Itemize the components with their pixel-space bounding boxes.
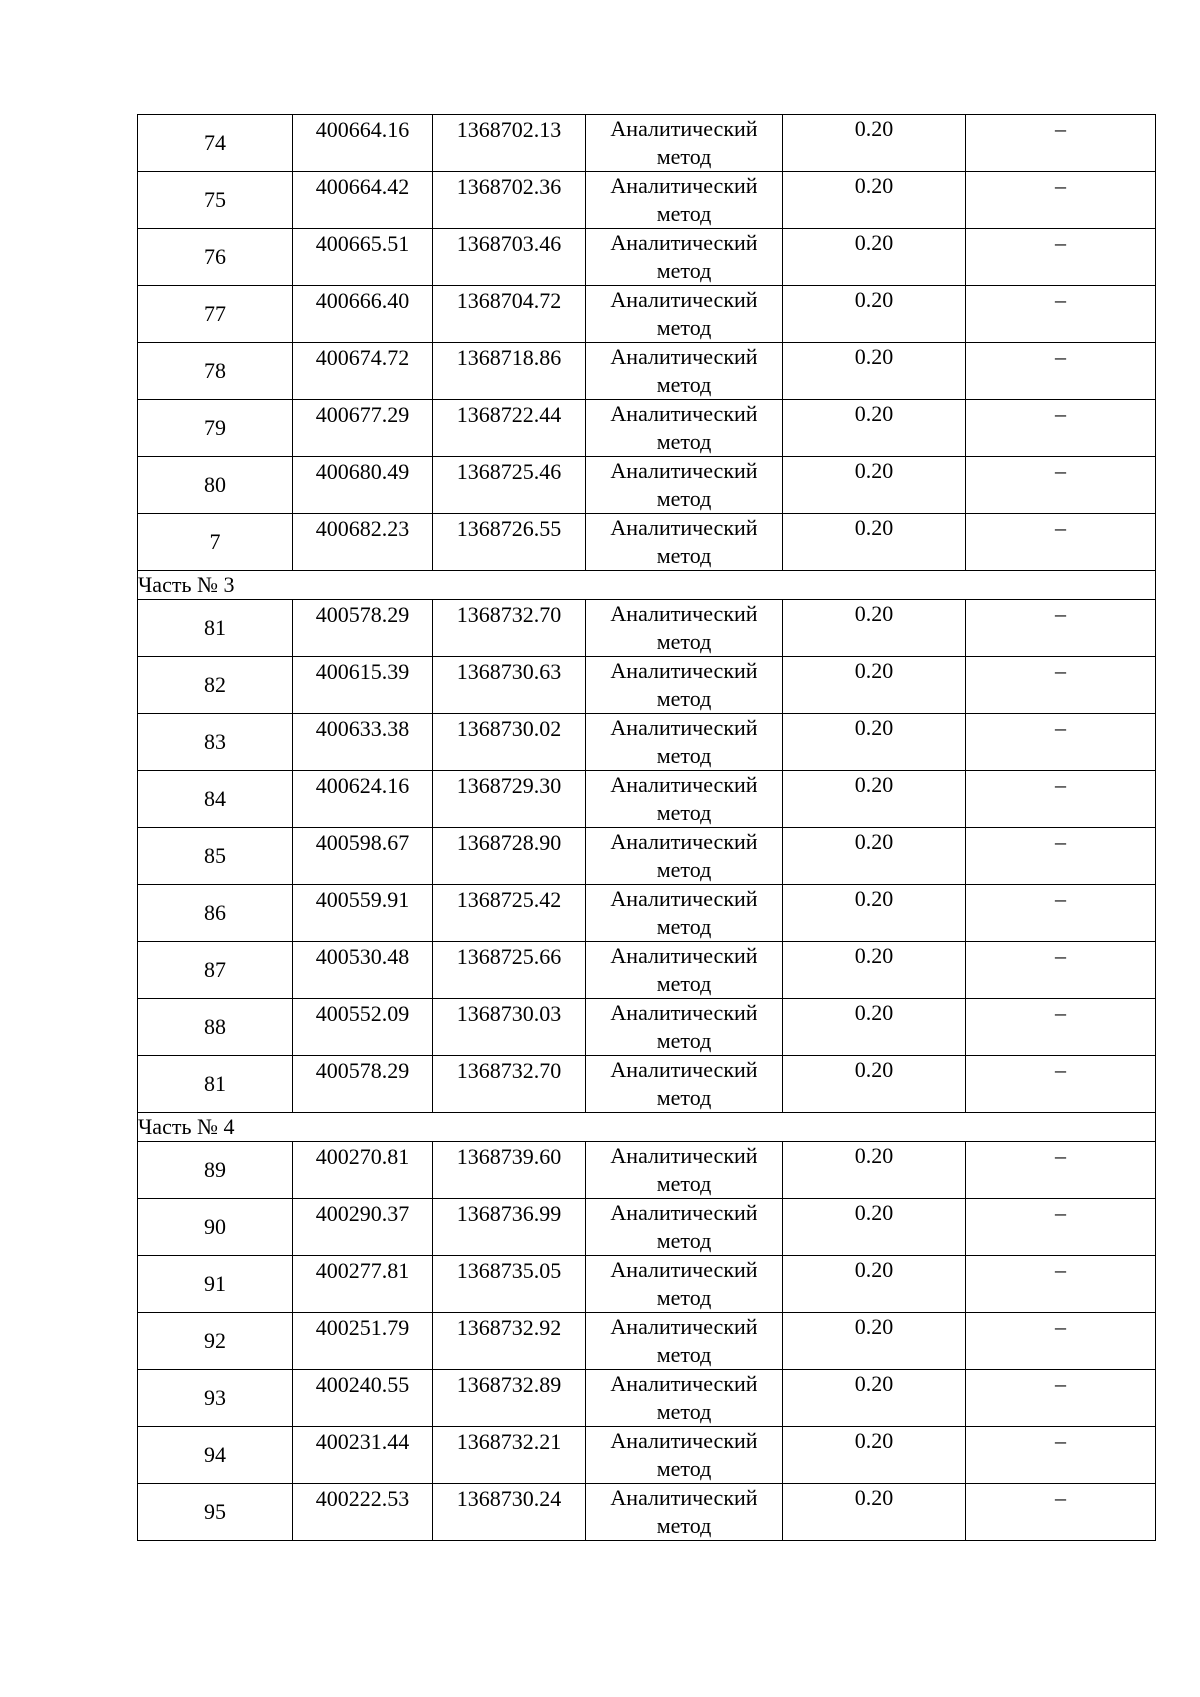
y-coordinate-cell: 1368730.03 bbox=[433, 999, 586, 1056]
method-cell: Аналитический метод bbox=[586, 1056, 783, 1113]
accuracy-cell: 0.20 bbox=[783, 457, 966, 514]
point-number-cell: 76 bbox=[138, 229, 293, 286]
y-coordinate-cell: 1368726.55 bbox=[433, 514, 586, 571]
table-row bbox=[138, 828, 1156, 885]
accuracy-cell: 0.20 bbox=[783, 286, 966, 343]
x-coordinate-cell: 400578.29 bbox=[293, 1056, 433, 1113]
table-body bbox=[138, 115, 1156, 1541]
point-number-cell: 84 bbox=[138, 771, 293, 828]
point-number-cell: 81 bbox=[138, 600, 293, 657]
table-row bbox=[138, 514, 1156, 571]
accuracy-cell: 0.20 bbox=[783, 1370, 966, 1427]
note-cell: – bbox=[966, 999, 1156, 1056]
note-cell: – bbox=[966, 115, 1156, 172]
accuracy-cell: 0.20 bbox=[783, 1484, 966, 1541]
accuracy-cell: 0.20 bbox=[783, 1199, 966, 1256]
note-cell: – bbox=[966, 1056, 1156, 1113]
method-cell: Аналитический метод bbox=[586, 343, 783, 400]
x-coordinate-cell: 400598.67 bbox=[293, 828, 433, 885]
table-row bbox=[138, 400, 1156, 457]
method-cell: Аналитический метод bbox=[586, 286, 783, 343]
x-coordinate-cell: 400624.16 bbox=[293, 771, 433, 828]
accuracy-cell: 0.20 bbox=[783, 714, 966, 771]
y-coordinate-cell: 1368702.36 bbox=[433, 172, 586, 229]
accuracy-cell: 0.20 bbox=[783, 771, 966, 828]
y-coordinate-cell: 1368732.21 bbox=[433, 1427, 586, 1484]
point-number-cell: 82 bbox=[138, 657, 293, 714]
table-row bbox=[138, 286, 1156, 343]
point-number-cell: 74 bbox=[138, 115, 293, 172]
method-cell: Аналитический метод bbox=[586, 115, 783, 172]
note-cell: – bbox=[966, 771, 1156, 828]
note-cell: – bbox=[966, 1142, 1156, 1199]
table-row bbox=[138, 657, 1156, 714]
x-coordinate-cell: 400270.81 bbox=[293, 1142, 433, 1199]
y-coordinate-cell: 1368735.05 bbox=[433, 1256, 586, 1313]
point-number-cell: 85 bbox=[138, 828, 293, 885]
y-coordinate-cell: 1368725.66 bbox=[433, 942, 586, 999]
method-cell: Аналитический метод bbox=[586, 457, 783, 514]
method-cell: Аналитический метод bbox=[586, 172, 783, 229]
table-row bbox=[138, 1199, 1156, 1256]
point-number-cell: 91 bbox=[138, 1256, 293, 1313]
table-row bbox=[138, 1370, 1156, 1427]
y-coordinate-cell: 1368736.99 bbox=[433, 1199, 586, 1256]
y-coordinate-cell: 1368732.92 bbox=[433, 1313, 586, 1370]
table-row bbox=[138, 115, 1156, 172]
method-cell: Аналитический метод bbox=[586, 714, 783, 771]
x-coordinate-cell: 400530.48 bbox=[293, 942, 433, 999]
note-cell: – bbox=[966, 1313, 1156, 1370]
y-coordinate-cell: 1368725.46 bbox=[433, 457, 586, 514]
x-coordinate-cell: 400666.40 bbox=[293, 286, 433, 343]
method-cell: Аналитический метод bbox=[586, 999, 783, 1056]
x-coordinate-cell: 400231.44 bbox=[293, 1427, 433, 1484]
note-cell: – bbox=[966, 172, 1156, 229]
point-number-cell: 87 bbox=[138, 942, 293, 999]
y-coordinate-cell: 1368702.13 bbox=[433, 115, 586, 172]
table-row bbox=[138, 1484, 1156, 1541]
table-row bbox=[138, 1427, 1156, 1484]
accuracy-cell: 0.20 bbox=[783, 999, 966, 1056]
accuracy-cell: 0.20 bbox=[783, 400, 966, 457]
accuracy-cell: 0.20 bbox=[783, 229, 966, 286]
point-number-cell: 94 bbox=[138, 1427, 293, 1484]
method-cell: Аналитический метод bbox=[586, 942, 783, 999]
accuracy-cell: 0.20 bbox=[783, 942, 966, 999]
note-cell: – bbox=[966, 942, 1156, 999]
y-coordinate-cell: 1368718.86 bbox=[433, 343, 586, 400]
table-row bbox=[138, 942, 1156, 999]
y-coordinate-cell: 1368730.02 bbox=[433, 714, 586, 771]
method-cell: Аналитический метод bbox=[586, 1142, 783, 1199]
x-coordinate-cell: 400674.72 bbox=[293, 343, 433, 400]
note-cell: – bbox=[966, 1370, 1156, 1427]
section-header-row bbox=[138, 1113, 1156, 1142]
accuracy-cell: 0.20 bbox=[783, 1256, 966, 1313]
table-row bbox=[138, 343, 1156, 400]
accuracy-cell: 0.20 bbox=[783, 514, 966, 571]
table-row bbox=[138, 771, 1156, 828]
x-coordinate-cell: 400552.09 bbox=[293, 999, 433, 1056]
accuracy-cell: 0.20 bbox=[783, 1056, 966, 1113]
point-number-cell: 78 bbox=[138, 343, 293, 400]
y-coordinate-cell: 1368732.89 bbox=[433, 1370, 586, 1427]
y-coordinate-cell: 1368732.70 bbox=[433, 600, 586, 657]
x-coordinate-cell: 400240.55 bbox=[293, 1370, 433, 1427]
x-coordinate-cell: 400677.29 bbox=[293, 400, 433, 457]
method-cell: Аналитический метод bbox=[586, 771, 783, 828]
x-coordinate-cell: 400682.23 bbox=[293, 514, 433, 571]
accuracy-cell: 0.20 bbox=[783, 657, 966, 714]
x-coordinate-cell: 400578.29 bbox=[293, 600, 433, 657]
note-cell: – bbox=[966, 714, 1156, 771]
accuracy-cell: 0.20 bbox=[783, 172, 966, 229]
table-row bbox=[138, 1056, 1156, 1113]
y-coordinate-cell: 1368730.24 bbox=[433, 1484, 586, 1541]
note-cell: – bbox=[966, 457, 1156, 514]
note-cell: – bbox=[966, 229, 1156, 286]
accuracy-cell: 0.20 bbox=[783, 885, 966, 942]
y-coordinate-cell: 1368732.70 bbox=[433, 1056, 586, 1113]
point-number-cell: 88 bbox=[138, 999, 293, 1056]
accuracy-cell: 0.20 bbox=[783, 1427, 966, 1484]
y-coordinate-cell: 1368703.46 bbox=[433, 229, 586, 286]
point-number-cell: 7 bbox=[138, 514, 293, 571]
note-cell: – bbox=[966, 1427, 1156, 1484]
y-coordinate-cell: 1368739.60 bbox=[433, 1142, 586, 1199]
table-row bbox=[138, 1313, 1156, 1370]
method-cell: Аналитический метод bbox=[586, 1256, 783, 1313]
table-row bbox=[138, 600, 1156, 657]
note-cell: – bbox=[966, 600, 1156, 657]
section-label: Часть № 3 bbox=[138, 571, 1156, 600]
note-cell: – bbox=[966, 828, 1156, 885]
accuracy-cell: 0.20 bbox=[783, 1313, 966, 1370]
y-coordinate-cell: 1368704.72 bbox=[433, 286, 586, 343]
note-cell: – bbox=[966, 1256, 1156, 1313]
accuracy-cell: 0.20 bbox=[783, 828, 966, 885]
method-cell: Аналитический метод bbox=[586, 657, 783, 714]
point-number-cell: 80 bbox=[138, 457, 293, 514]
x-coordinate-cell: 400664.42 bbox=[293, 172, 433, 229]
method-cell: Аналитический метод bbox=[586, 229, 783, 286]
table-row bbox=[138, 999, 1156, 1056]
note-cell: – bbox=[966, 343, 1156, 400]
point-number-cell: 83 bbox=[138, 714, 293, 771]
coordinates-table bbox=[137, 114, 1156, 1541]
x-coordinate-cell: 400664.16 bbox=[293, 115, 433, 172]
method-cell: Аналитический метод bbox=[586, 828, 783, 885]
note-cell: – bbox=[966, 286, 1156, 343]
note-cell: – bbox=[966, 514, 1156, 571]
method-cell: Аналитический метод bbox=[586, 400, 783, 457]
x-coordinate-cell: 400277.81 bbox=[293, 1256, 433, 1313]
note-cell: – bbox=[966, 657, 1156, 714]
table-row bbox=[138, 885, 1156, 942]
accuracy-cell: 0.20 bbox=[783, 600, 966, 657]
x-coordinate-cell: 400633.38 bbox=[293, 714, 433, 771]
x-coordinate-cell: 400665.51 bbox=[293, 229, 433, 286]
point-number-cell: 93 bbox=[138, 1370, 293, 1427]
accuracy-cell: 0.20 bbox=[783, 343, 966, 400]
x-coordinate-cell: 400559.91 bbox=[293, 885, 433, 942]
table-row bbox=[138, 1256, 1156, 1313]
point-number-cell: 90 bbox=[138, 1199, 293, 1256]
point-number-cell: 79 bbox=[138, 400, 293, 457]
note-cell: – bbox=[966, 1199, 1156, 1256]
table-row bbox=[138, 457, 1156, 514]
point-number-cell: 95 bbox=[138, 1484, 293, 1541]
table-row bbox=[138, 229, 1156, 286]
method-cell: Аналитический метод bbox=[586, 1313, 783, 1370]
note-cell: – bbox=[966, 400, 1156, 457]
method-cell: Аналитический метод bbox=[586, 514, 783, 571]
x-coordinate-cell: 400680.49 bbox=[293, 457, 433, 514]
accuracy-cell: 0.20 bbox=[783, 115, 966, 172]
method-cell: Аналитический метод bbox=[586, 1370, 783, 1427]
section-header-row bbox=[138, 571, 1156, 600]
point-number-cell: 89 bbox=[138, 1142, 293, 1199]
method-cell: Аналитический метод bbox=[586, 600, 783, 657]
accuracy-cell: 0.20 bbox=[783, 1142, 966, 1199]
y-coordinate-cell: 1368729.30 bbox=[433, 771, 586, 828]
x-coordinate-cell: 400615.39 bbox=[293, 657, 433, 714]
point-number-cell: 75 bbox=[138, 172, 293, 229]
table-row bbox=[138, 1142, 1156, 1199]
note-cell: – bbox=[966, 1484, 1156, 1541]
y-coordinate-cell: 1368722.44 bbox=[433, 400, 586, 457]
method-cell: Аналитический метод bbox=[586, 885, 783, 942]
y-coordinate-cell: 1368730.63 bbox=[433, 657, 586, 714]
section-label: Часть № 4 bbox=[138, 1113, 1156, 1142]
point-number-cell: 81 bbox=[138, 1056, 293, 1113]
point-number-cell: 92 bbox=[138, 1313, 293, 1370]
point-number-cell: 86 bbox=[138, 885, 293, 942]
x-coordinate-cell: 400222.53 bbox=[293, 1484, 433, 1541]
table-row bbox=[138, 172, 1156, 229]
method-cell: Аналитический метод bbox=[586, 1427, 783, 1484]
method-cell: Аналитический метод bbox=[586, 1199, 783, 1256]
x-coordinate-cell: 400290.37 bbox=[293, 1199, 433, 1256]
note-cell: – bbox=[966, 885, 1156, 942]
y-coordinate-cell: 1368728.90 bbox=[433, 828, 586, 885]
point-number-cell: 77 bbox=[138, 286, 293, 343]
table-row bbox=[138, 714, 1156, 771]
x-coordinate-cell: 400251.79 bbox=[293, 1313, 433, 1370]
method-cell: Аналитический метод bbox=[586, 1484, 783, 1541]
y-coordinate-cell: 1368725.42 bbox=[433, 885, 586, 942]
